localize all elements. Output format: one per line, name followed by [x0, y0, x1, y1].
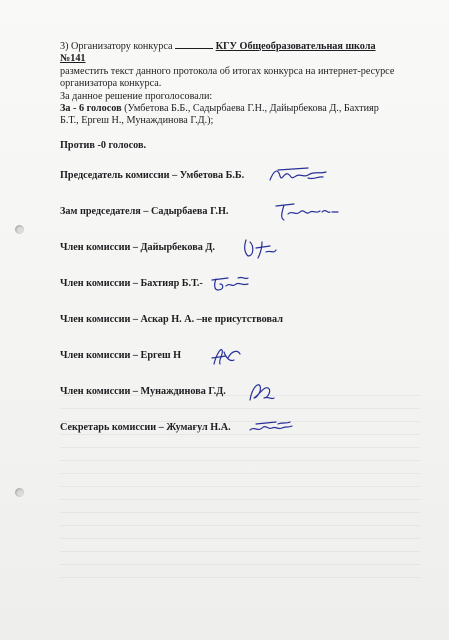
signature-bakhtiyar-icon	[208, 272, 252, 296]
signature-munazhdinova-icon	[246, 380, 276, 404]
organization-name: КГУ Общеобразовательная школа	[215, 41, 376, 52]
signature-sadyrbaeva-icon	[272, 200, 342, 224]
signatory-row	[60, 416, 420, 440]
signatory-label: Секретарь комиссии – Жумағул Н.А.	[60, 422, 231, 434]
blank-underline	[175, 40, 213, 49]
signatory-label: Член комиссии – Аскар Н. А. –не присутствовал	[60, 314, 283, 326]
signature-dayyrbekova-icon	[240, 236, 280, 260]
signatory-label: Зам председателя – Садырбаева Г.Н.	[60, 206, 229, 218]
signatory-row	[60, 308, 420, 332]
binder-hole	[15, 225, 24, 234]
body-line: организатора конкурса.	[60, 78, 162, 90]
body-line: разместить текст данного протокола об итогах конкурса на интернет-ресурсе	[60, 65, 395, 77]
signatory-row	[60, 236, 420, 260]
signatory-row	[60, 380, 420, 404]
signature-ergesh-icon	[208, 344, 248, 368]
item-number: 3) Организатору конкурса	[60, 41, 173, 52]
signature-zhumagul-icon	[248, 416, 298, 440]
vote-for-line	[60, 103, 420, 115]
signatory-label: Член комиссии – Мунаждинова Г.Д.	[60, 386, 226, 398]
signatory-row	[60, 272, 420, 296]
vote-for-names-cont: Б.Т., Ергеш Н., Мунаждинова Г.Д.);	[60, 115, 214, 127]
header-line	[60, 40, 420, 53]
signature-umbetova-icon	[268, 164, 330, 188]
binder-hole	[15, 488, 24, 497]
vote-against: Против -0 голосов.	[60, 139, 147, 151]
signatory-label: Председатель комиссии – Умбетова Б.Б.	[60, 170, 245, 182]
vote-for-names: (Умбетова Б.Б., Садырбаева Г.Н., Дайырбекова Д., Бахтияр	[121, 103, 379, 115]
body-line: За данное решение проголосовали:	[60, 90, 213, 102]
signatory-label: Член комиссии – Ергеш Н	[60, 350, 182, 362]
signatory-row	[60, 200, 420, 224]
protocol-text	[60, 40, 420, 440]
signatory-label: Член комиссии – Бахтияр Б.Т.-	[60, 278, 203, 290]
signatory-label: Член комиссии – Дайырбекова Д.	[60, 242, 215, 254]
signatory-row	[60, 344, 420, 368]
school-number: №141	[60, 53, 86, 65]
signatory-row	[60, 164, 420, 188]
vote-for-label: За - 6 голосов	[60, 103, 122, 115]
